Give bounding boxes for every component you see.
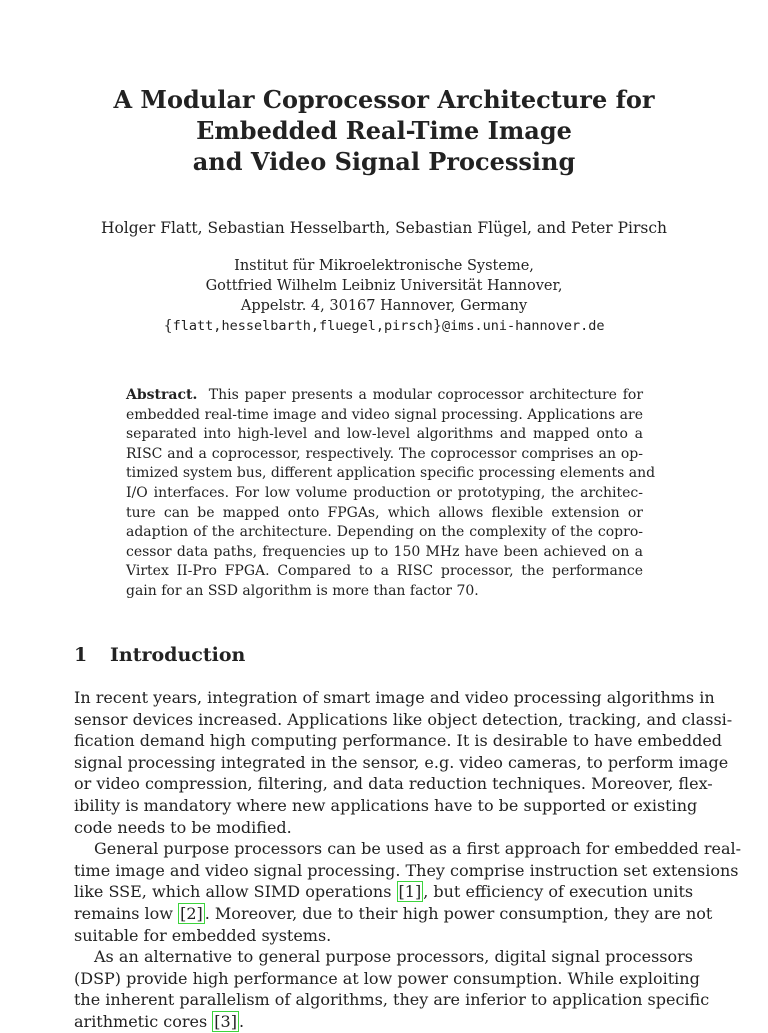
body-line: As an alternative to general purpose processors, digital signal processors [94,947,693,967]
body-line: In recent years, integration of smart image and video processing algorithms in [74,688,715,707]
abstract [126,386,656,602]
email-names: flatt,hesselbarth,fluegel,pirsch [172,318,433,334]
abstract-line: embedded real-time image and video signal processing. Applications are [126,406,643,423]
affiliation [0,256,768,336]
affiliation-line: Gottfried Wilhelm Leibniz Universität Hannover, [205,278,563,294]
body-line [74,881,693,903]
body-line: fication demand high computing performance. It is desirable to have embedded [74,731,723,751]
email-brace-close: } [432,318,442,334]
body-line: the inherent parallelism of algorithms, they are inferior to application specific [74,990,710,1010]
abstract-line [126,386,643,406]
body-text: like SSE, which allow SIMD operations [74,882,397,902]
abstract-label: Abstract. [126,387,198,403]
body-line: ibility is mandatory where new applications have to be supported or existing [74,795,698,815]
abstract-line: cessor data paths, frequencies up to 150 MHz have been achieved on a [126,543,643,560]
abstract-line: adaption of the architecture. Depending on the complexity of the copro- [126,524,643,541]
body-line: signal processing integrated in the sensor, e.g. video cameras, to perform image [74,752,729,772]
body-line: suitable for embedded systems. [74,925,332,945]
section-number: 1 [74,644,88,666]
abstract-line: gain for an SSD algorithm is more than factor 70. [126,582,479,599]
body-text: . Moreover, due to their high power consumption, they are not [204,903,713,923]
abstract-line: timized system bus, different application specific processing elements and [126,465,656,482]
body-line [74,1011,693,1033]
abstract-line: separated into high-level and low-level algorithms and mapped onto a [126,426,643,443]
body-line: (DSP) provide high performance at low power consumption. While exploiting [74,968,700,988]
section-heading [74,641,245,669]
abstract-line: ture can be mapped onto FPGAs, which allows flexible extension or [126,504,643,521]
abstract-line: RISC and a coprocessor, respectively. The coprocessor comprises an op- [126,445,643,462]
author-list: Holger Flatt, Sebastian Hesselbarth, Sebastian Flügel, and Peter Pirsch [100,219,668,237]
title-line: A Modular Coprocessor Architecture for [113,85,655,114]
body-line: General purpose processors can be used as a first approach for embedded real- [94,839,742,859]
abstract-line: Virtex II-Pro FPGA. Compared to a RISC processor, the performance [126,563,643,580]
affiliation-line: Institut für Mikroelektronische Systeme, [234,258,534,274]
body-line: code needs to be modified. [74,817,292,837]
body-line: time image and video signal processing. They comprise instruction set extensions [74,860,739,880]
paper-title [0,84,768,177]
body-line: sensor devices increased. Applications like object detection, tracking, and classi- [74,709,733,729]
section-body [74,687,742,1033]
body-text: arithmetic cores [74,1011,213,1031]
citation-link[interactable]: [1] [398,882,422,902]
email-line [0,316,768,336]
abstract-line: I/O interfaces. For low volume production or prototyping, the architec- [126,484,643,501]
body-text: . [238,1011,245,1031]
body-line [74,903,713,925]
abstract-text: This paper presents a modular coprocessor architecture for [208,387,644,403]
citation-link[interactable]: [3] [214,1011,237,1031]
section-title: Introduction [110,644,246,666]
affiliation-line: Appelstr. 4, 30167 Hannover, Germany [240,298,528,314]
body-line: or video compression, filtering, and data reduction techniques. Moreover, flex- [74,774,713,794]
body-text: remains low [74,903,179,923]
citation-link[interactable]: [2] [180,903,203,923]
email-domain: @ims.uni-hannover.de [442,318,605,334]
body-text: , but efficiency of execution units [423,882,694,902]
title-line: Embedded Real-Time Image [196,116,572,145]
email-brace-open: { [163,318,173,334]
title-line: and Video Signal Processing [192,147,576,176]
